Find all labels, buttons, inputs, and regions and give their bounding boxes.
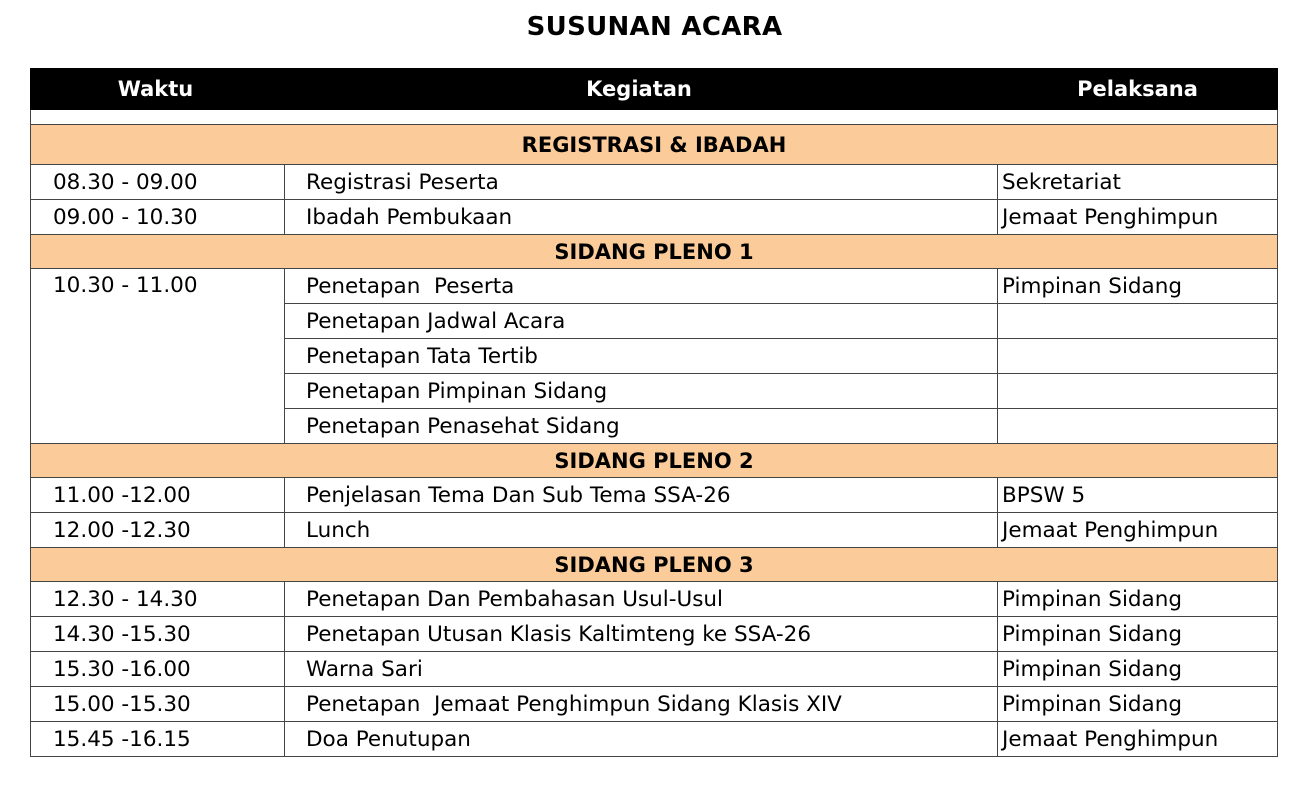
cell-waktu: 08.30 - 09.00	[31, 165, 285, 200]
table-row	[31, 165, 1278, 200]
cell-pelaksana: Sekretariat	[998, 165, 1278, 200]
cell-kegiatan: Penetapan Dan Pembahasan Usul-Usul	[285, 582, 998, 617]
cell-kegiatan: Penetapan Penasehat Sidang	[285, 409, 998, 444]
table-row	[31, 617, 1278, 652]
section-header-registrasi: REGISTRASI & IBADAH	[31, 125, 1278, 165]
table-row	[31, 687, 1278, 722]
table-row	[31, 582, 1278, 617]
cell-kegiatan: Penetapan Jadwal Acara	[285, 304, 998, 339]
cell-kegiatan: Penjelasan Tema Dan Sub Tema SSA-26	[285, 478, 998, 513]
cell-waktu: 15.00 -15.30	[31, 687, 285, 722]
cell-waktu: 10.30 - 11.00	[31, 269, 285, 444]
cell-waktu: 14.30 -15.30	[31, 617, 285, 652]
cell-kegiatan: Lunch	[285, 513, 998, 548]
cell-pelaksana: Pimpinan Sidang	[998, 687, 1278, 722]
cell-pelaksana: Pimpinan Sidang	[998, 582, 1278, 617]
cell-pelaksana: Pimpinan Sidang	[998, 652, 1278, 687]
cell-pelaksana	[998, 409, 1278, 444]
cell-kegiatan: Penetapan Peserta	[285, 269, 998, 304]
cell-kegiatan: Penetapan Pimpinan Sidang	[285, 374, 998, 409]
table-row	[31, 652, 1278, 687]
cell-pelaksana: Jemaat Penghimpun	[998, 513, 1278, 548]
cell-kegiatan: Warna Sari	[285, 652, 998, 687]
cell-waktu: 09.00 - 10.30	[31, 200, 285, 235]
cell-waktu: 11.00 -12.00	[31, 478, 285, 513]
cell-pelaksana: Jemaat Penghimpun	[998, 722, 1278, 757]
table-row	[31, 269, 1278, 304]
cell-pelaksana	[998, 304, 1278, 339]
cell-kegiatan: Registrasi Peserta	[285, 165, 998, 200]
cell-waktu: 12.30 - 14.30	[31, 582, 285, 617]
cell-pelaksana: Pimpinan Sidang	[998, 617, 1278, 652]
header-kegiatan: Kegiatan	[285, 69, 998, 110]
cell-pelaksana: BPSW 5	[998, 478, 1278, 513]
table-row	[31, 200, 1278, 235]
section-header-pleno-1: SIDANG PLENO 1	[31, 235, 1278, 269]
cell-waktu: 15.45 -16.15	[31, 722, 285, 757]
cell-kegiatan: Doa Penutupan	[285, 722, 998, 757]
header-pelaksana: Pelaksana	[998, 69, 1278, 110]
spacer-row	[31, 110, 1278, 125]
page-title: SUSUNAN ACARA	[526, 12, 783, 42]
section-header-pleno-2: SIDANG PLENO 2	[31, 444, 1278, 478]
cell-kegiatan: Penetapan Jemaat Penghimpun Sidang Klasis XIV	[285, 687, 998, 722]
cell-pelaksana: Jemaat Penghimpun	[998, 200, 1278, 235]
table-row	[31, 722, 1278, 757]
table-row	[31, 478, 1278, 513]
schedule-table	[30, 68, 1278, 757]
cell-kegiatan: Penetapan Utusan Klasis Kaltimteng ke SSA-26	[285, 617, 998, 652]
table-row	[31, 513, 1278, 548]
cell-pelaksana	[998, 374, 1278, 409]
cell-pelaksana: Pimpinan Sidang	[998, 269, 1278, 304]
cell-kegiatan: Penetapan Tata Tertib	[285, 339, 998, 374]
cell-kegiatan: Ibadah Pembukaan	[285, 200, 998, 235]
table-header-row	[31, 69, 1278, 110]
cell-waktu: 12.00 -12.30	[31, 513, 285, 548]
cell-pelaksana	[998, 339, 1278, 374]
section-header-pleno-3: SIDANG PLENO 3	[31, 548, 1278, 582]
header-waktu: Waktu	[31, 69, 285, 110]
cell-waktu: 15.30 -16.00	[31, 652, 285, 687]
